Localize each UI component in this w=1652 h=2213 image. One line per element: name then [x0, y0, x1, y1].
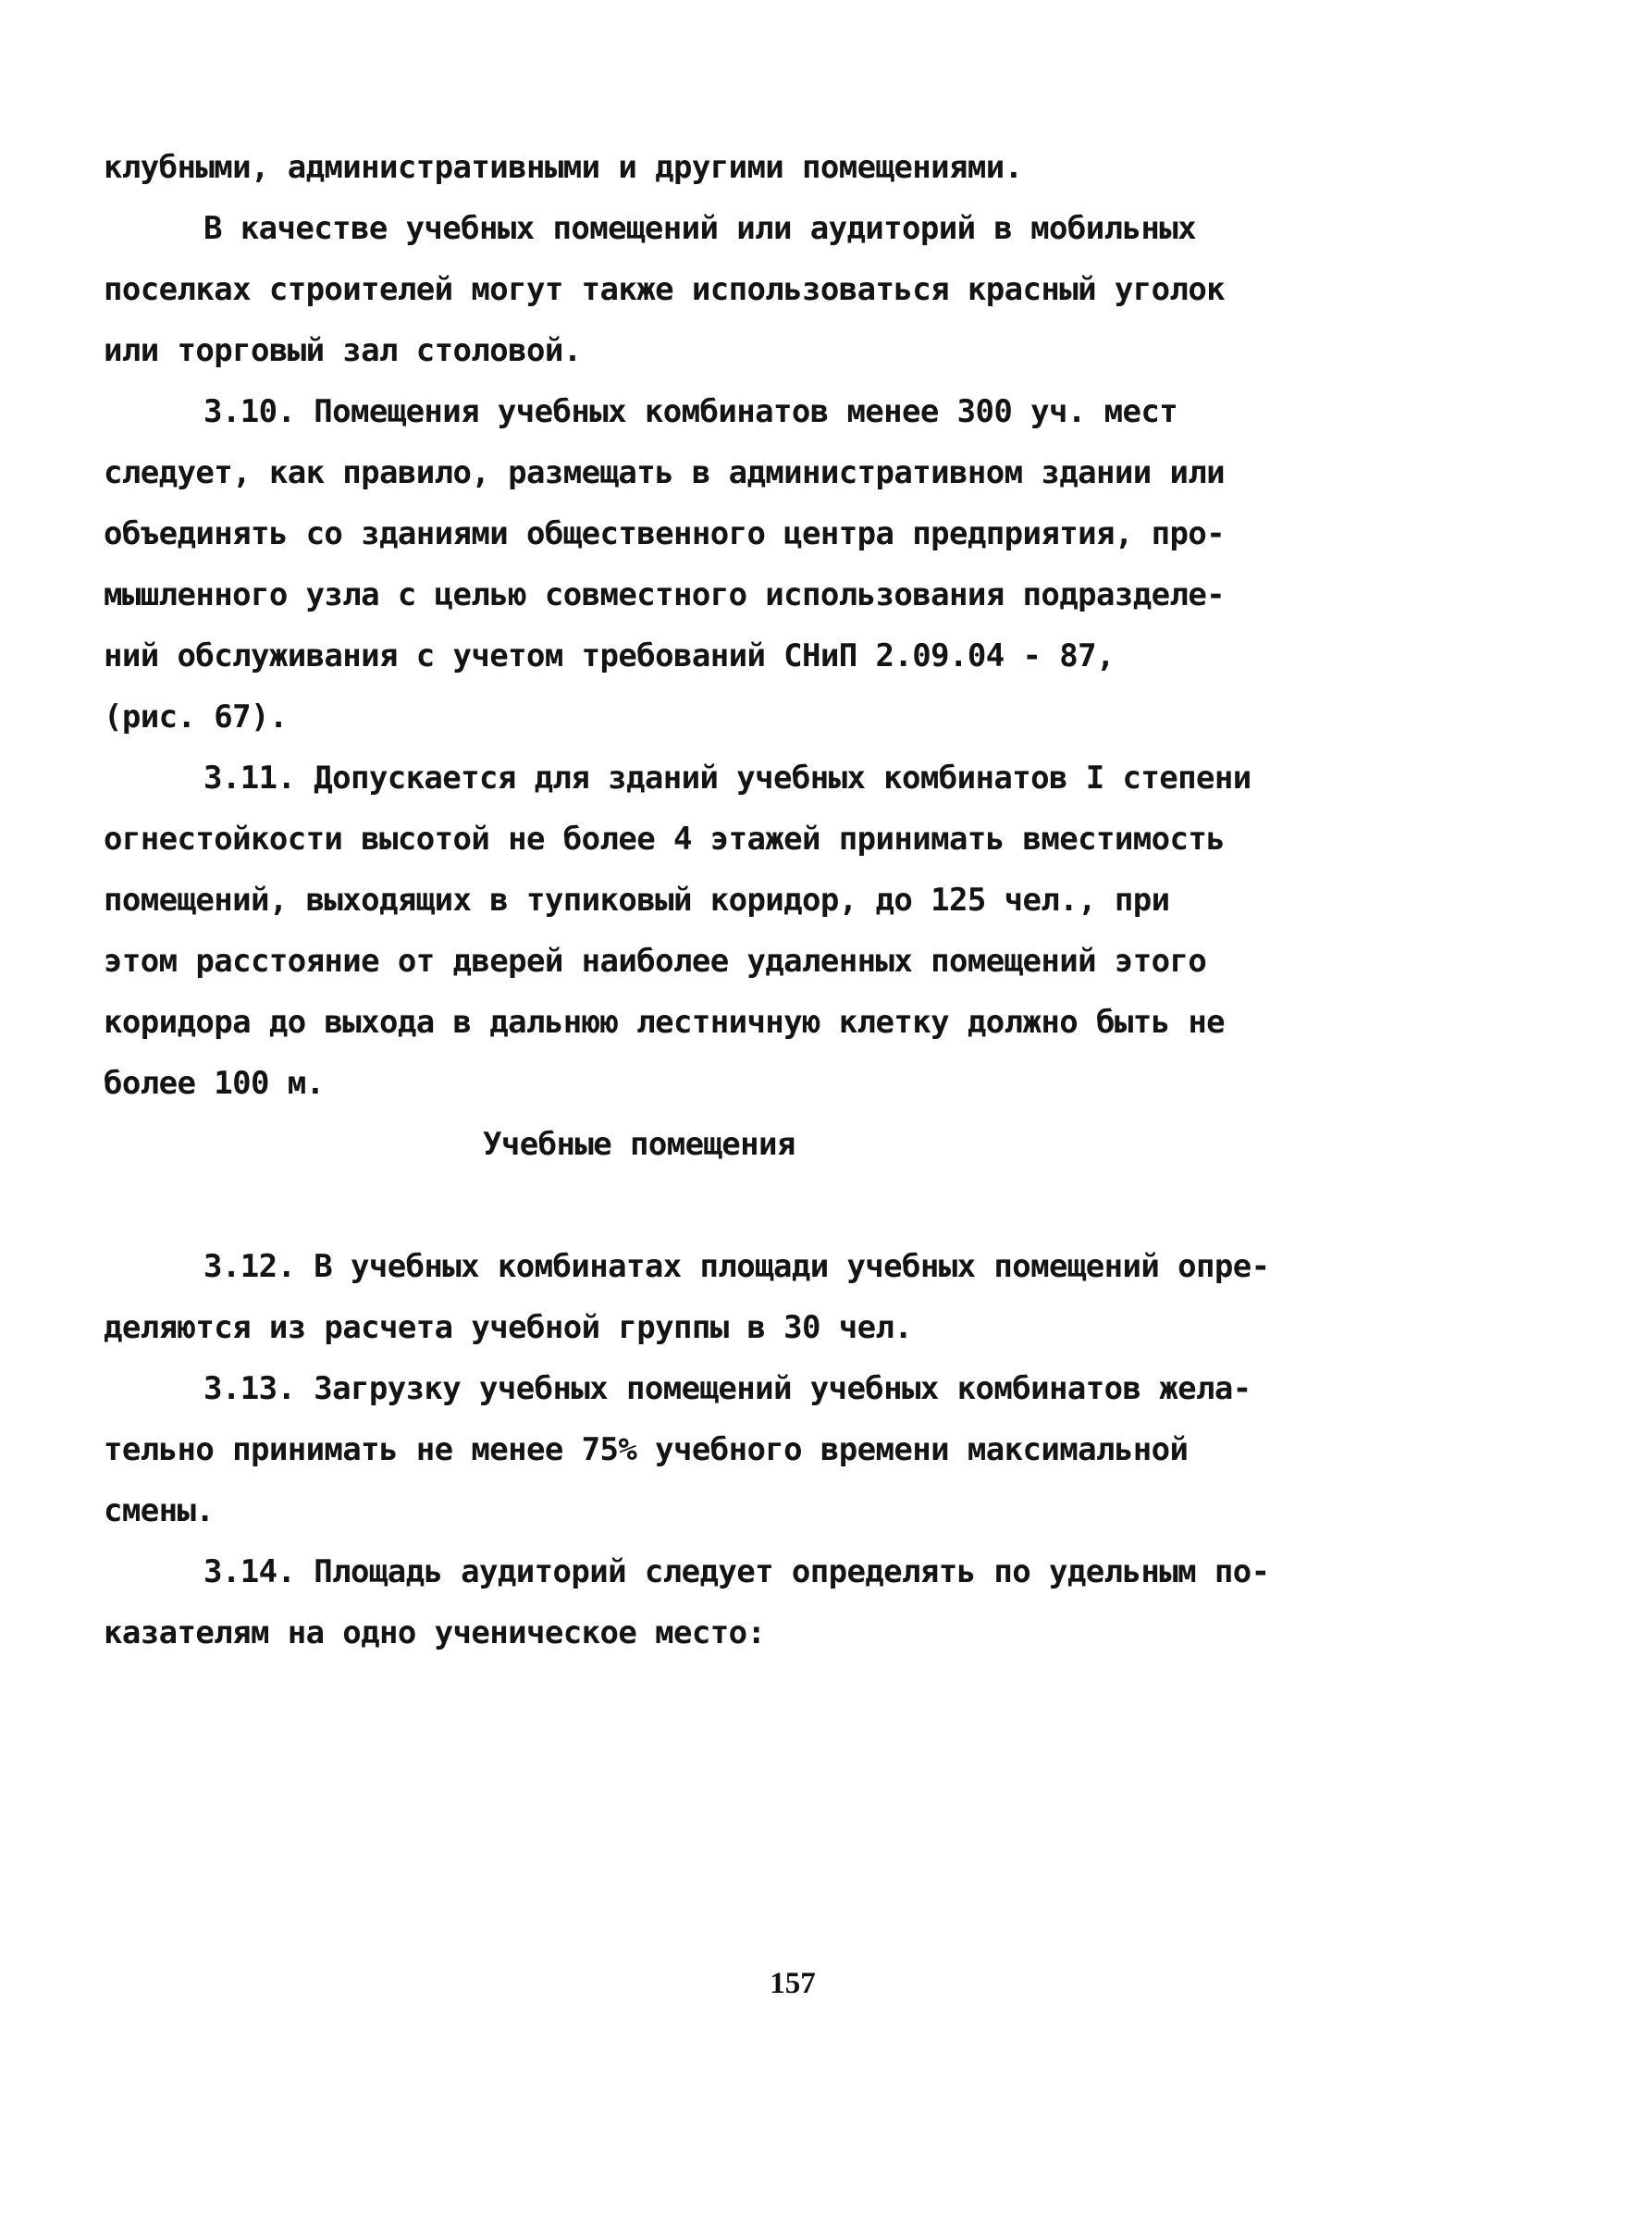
text-line: этом расстояние от дверей наиболее удаленных помещений этого [104, 943, 1207, 980]
text-line: поселках строителей могут также использоваться красный уголок [104, 271, 1226, 308]
text-line: деляются из расчета учебной группы в 30 чел. [104, 1309, 913, 1346]
text-line: или торговый зал столовой. [104, 332, 582, 369]
text-line: тельно принимать не менее 75% учебного времени максимальной [104, 1431, 1189, 1468]
clause-3-12-line: 3.12. В учебных комбинатах площади учебных помещений опре- [203, 1248, 1270, 1285]
text-line: ний обслуживания с учетом требований СНиП 2.09.04 - 87, [104, 637, 1115, 674]
text-line: объединять со зданиями общественного центра предприятия, про- [104, 515, 1226, 552]
clause-3-11-line: 3.11. Допускается для зданий учебных комбинатов I степени [203, 760, 1251, 797]
text-line: казателям на одно ученическое место: [104, 1614, 766, 1651]
heading-spacer [104, 1175, 1306, 1236]
body-text [104, 137, 1306, 1663]
text-line: клубными, административными и другими помещениями. [104, 149, 1023, 186]
text-line: более 100 м. [104, 1065, 325, 1102]
section-heading: Учебные помещения [483, 1126, 795, 1163]
text-line: следует, как правило, размещать в административном здании или [104, 454, 1226, 491]
page-number: 157 [770, 1967, 816, 2000]
text-line: помещений, выходящих в тупиковый коридор, до 125 чел., при [104, 882, 1170, 919]
text-line: смены. [104, 1492, 215, 1529]
paragraph-start-line: В качестве учебных помещений или аудиторий в мобильных [203, 210, 1196, 247]
text-line: коридора до выхода в дальнюю лестничную клетку должно быть не [104, 1004, 1226, 1041]
clause-3-13-line: 3.13. Загрузку учебных помещений учебных комбинатов жела- [203, 1370, 1251, 1407]
clause-3-14-line: 3.14. Площадь аудиторий следует определять по удельным по- [203, 1553, 1270, 1590]
text-line: огнестойкости высотой не более 4 этажей принимать вместимость [104, 821, 1226, 858]
text-line: мышленного узла с целью совместного использования подразделе- [104, 576, 1226, 613]
text-line: (рис. 67). [104, 699, 288, 736]
clause-3-10-line: 3.10. Помещения учебных комбинатов менее 300 уч. мест [203, 393, 1178, 430]
